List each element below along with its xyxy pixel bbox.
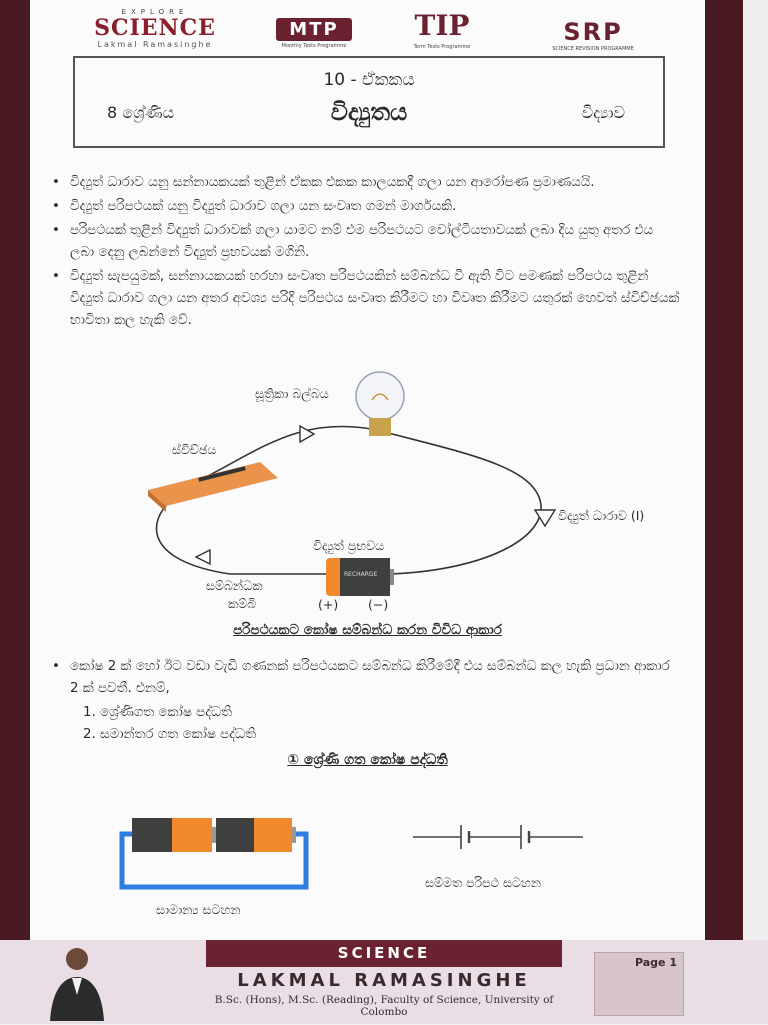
list-item: 2. සමාන්තර ගත කෝෂ පද්ධති [100,724,680,746]
definition-item: • පරිපථයක් තුළින් විද්‍යුත් ධාරාවක් ගලා යාමට නම් එම පරිපථයට වෝල්ටීයතාවයක් ලබා දිය යුතු අතර එය ලබා දෙනු ලබන්නේ විද්‍යුත් ප්‍රභවයක් මගිනි. [50,220,680,264]
mtp-logo: MTP Monthly Tests Programme [276,18,352,49]
science-logo: EXPLORE SCIENCE Lakmal Ramasinghe [94,8,216,49]
normal-diagram-caption: සාමාන්‍ය සටහන [156,902,241,917]
negative-terminal: (−) [368,597,389,612]
tip-logo: TIP Term Tests Programme [413,9,471,50]
right-margin [743,0,768,1024]
page-title: විද්‍යුතය [330,98,408,126]
list-item: 1. ශ්‍රේණිගත කෝෂ පද්ධති [100,702,680,724]
page-badge [594,952,684,1016]
definition-list [50,172,680,334]
subject-label: විද්‍යාව [581,103,625,122]
cell-symbol-drawing [405,815,595,875]
current-label: විද්‍යුත් ධාරාව (I) [558,508,645,523]
author-avatar [46,943,108,1021]
battery-text: RECHARGE [344,571,378,578]
logo-strip [50,8,690,56]
section-paragraph: • කෝෂ 2 ක් හෝ ඊට වඩා වැඩි ගණනක් පරිපථයකට සම්බන්ධ කිරීමේදී එය සම්බන්ධ කල හැකි ප්‍රධාන ආකාර 2 ක් පවතී. එනම්, [50,656,680,700]
right-border [705,0,743,940]
wire-label: සම්බන්ධක [206,578,263,593]
lesson-header [73,56,665,148]
positive-terminal: (+) [318,597,339,612]
grade-label: 8 ශ්‍රේණිය [107,103,175,122]
author-credentials: B.Sc. (Hons), M.Sc. (Reading), Faculty of Science, University of Colombo [214,994,554,1018]
page-number: Page 1 [634,956,677,969]
series-cells-illustration [110,812,320,922]
circuit-symbol [405,815,595,895]
left-border [0,0,30,1024]
circuit-diagram [140,360,680,620]
connection-list [50,702,680,746]
connection-types [50,656,680,746]
section-heading: පරිපථයකට කෝෂ සම්බන්ධ කරන විවිධ ආකාර [233,622,502,638]
subsection-heading: ① ශ්‍රේණි ගත කෝෂ පද්ධති [287,752,448,768]
author-photo [46,943,108,1021]
definition-item: • විද්‍යුත් පරිපථයක් යනු විද්‍යුත් ධාරාව ගලා යන සංවෘත ගමන් මාර්ගයකි. [50,196,680,218]
unit-number: 10 - ඒකකය [323,70,415,90]
source-label: විද්‍යුත් ප්‍රභවය [313,538,385,553]
wire-label: කම්බි [228,596,257,611]
footer-subject-bar: SCIENCE [206,940,562,967]
definition-item: • විද්‍යුත් සැපයුමක්, සන්නායකයක් හරහා සංවෘත පරිපථයකින් සම්බන්ධ වී ඇති විට පමණක් පරිපථය තුළින් විද්‍යුත් ධාරාව ගලා යන අතර අවශ්‍ය පරිදි පරිපථය සංවෘත කිරීමට හා විවෘත කිරීමට යතුරක් හෙවත් ස්විච්ඡයක් භාවිතා කල හැකි වේ. [50,266,680,332]
symbol-diagram-caption: සම්මත පරිපථ සටහන [425,875,541,890]
author-name: LAKMAL RAMASINGHE [237,970,531,991]
bulb-label: සූත්‍රිකා බල්බය [255,386,329,401]
switch-label: ස්විච්ඡය [172,442,217,457]
srp-logo: SRP SCIENCE REVISION PROGRAMME [552,18,634,52]
definition-item: • විද්‍යුත් ධාරාව යනු සන්නායකයක් තුළින් ඒකක එකක කාලයකදී ගලා යන ආරෝපණ ප්‍රමාණයයි. [50,172,680,194]
